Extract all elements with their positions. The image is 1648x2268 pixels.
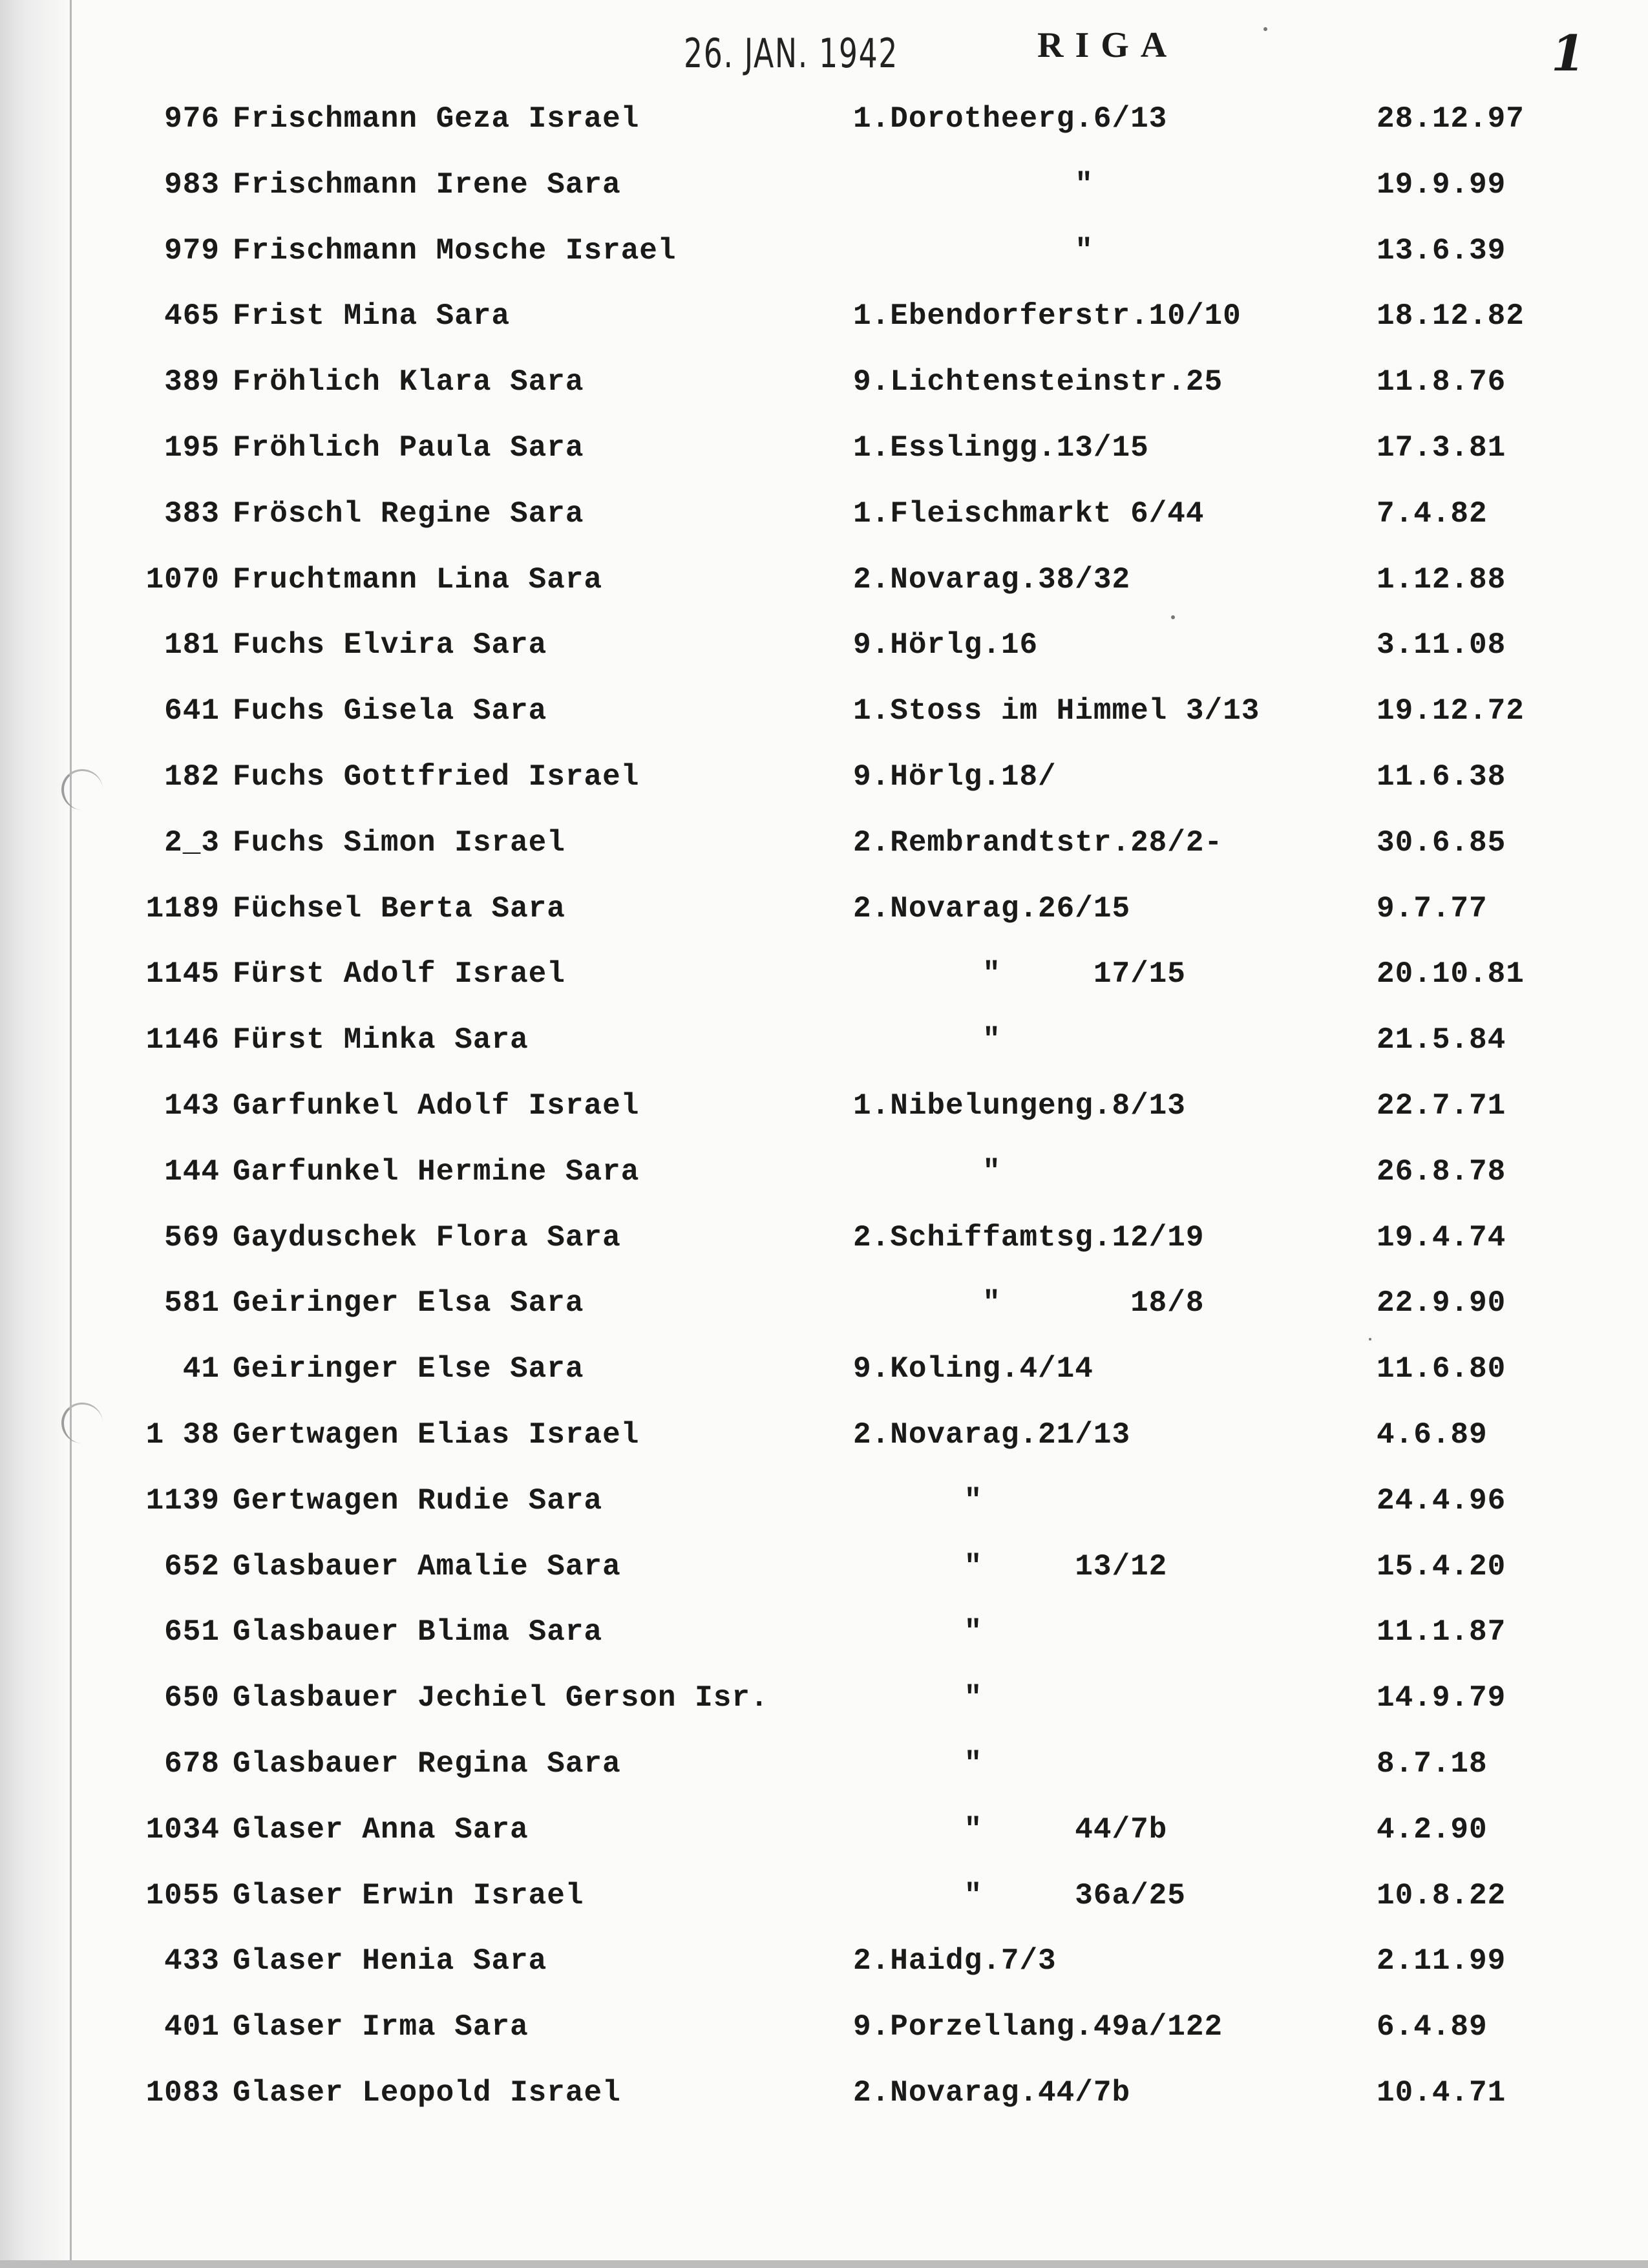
list-row	[0, 1801, 1648, 1867]
person-name: Geiringer Elsa Sara	[233, 1286, 584, 1320]
address: 2.Novarag.21/13	[853, 1417, 1131, 1452]
entry-number: 678	[164, 1746, 220, 1781]
address: " 36a/25	[853, 1878, 1186, 1913]
birth-date: 6.4.89	[1377, 2010, 1488, 2044]
entry-number: 2_3	[164, 825, 220, 860]
birth-date: 8.7.18	[1377, 1746, 1488, 1781]
person-name: Fuchs Elvira Sara	[233, 628, 547, 662]
date-stamp: 26. JAN. 1942	[684, 30, 899, 77]
scan-speck	[1263, 27, 1267, 31]
person-name: Garfunkel Adolf Israel	[233, 1088, 640, 1123]
birth-date: 10.4.71	[1377, 2075, 1506, 2110]
address: 1.Fleischmarkt 6/44	[853, 496, 1205, 531]
list-row	[0, 1735, 1648, 1801]
address: 2.Novarag.44/7b	[853, 2075, 1131, 2110]
person-name: Gertwagen Elias Israel	[233, 1417, 640, 1452]
document-header	[0, 25, 1648, 83]
address: 1.Esslingg.13/15	[853, 430, 1149, 465]
entry-number: 1189	[145, 891, 220, 926]
entry-number: 976	[164, 102, 220, 136]
entry-number: 182	[164, 759, 220, 794]
entry-number: 652	[164, 1549, 220, 1584]
list-row	[0, 1669, 1648, 1735]
person-name: Gayduschek Flora Sara	[233, 1220, 621, 1255]
person-name: Füchsel Berta Sara	[233, 891, 565, 926]
person-name: Fuchs Gottfried Israel	[233, 759, 640, 794]
person-name: Fuchs Simon Israel	[233, 825, 565, 860]
page-number: 1	[1551, 25, 1585, 82]
address: 1.Ebendorferstr.10/10	[853, 299, 1241, 334]
address: " 17/15	[853, 957, 1186, 991]
birth-date: 19.12.72	[1377, 694, 1525, 728]
list-row	[0, 1077, 1648, 1143]
list-row	[0, 1143, 1648, 1209]
person-name: Glasbauer Jechiel Gerson Isr.	[233, 1681, 769, 1715]
person-name: Glasbauer Blima Sara	[233, 1615, 603, 1649]
person-name: Glasbauer Regina Sara	[233, 1746, 621, 1781]
address: "	[853, 1023, 1001, 1057]
birth-date: 22.7.71	[1377, 1088, 1506, 1123]
address: 9.Koling.4/14	[853, 1352, 1093, 1386]
entry-number: 143	[164, 1088, 220, 1123]
person-name: Fröschl Regine Sara	[233, 496, 584, 531]
person-name: Gertwagen Rudie Sara	[233, 1483, 603, 1518]
birth-date: 22.9.90	[1377, 1286, 1506, 1320]
list-row	[0, 90, 1648, 156]
address: 2.Novarag.38/32	[853, 562, 1131, 597]
person-name: Glaser Erwin Israel	[233, 1878, 584, 1913]
scan-bottom-edge	[0, 2260, 1648, 2268]
person-name: Fürst Adolf Israel	[233, 957, 565, 991]
entry-number: 1070	[145, 562, 220, 597]
list-row	[0, 1341, 1648, 1406]
birth-date: 17.3.81	[1377, 430, 1506, 465]
birth-date: 4.2.90	[1377, 1812, 1488, 1847]
list-row	[0, 551, 1648, 617]
address: " 44/7b	[853, 1812, 1168, 1847]
birth-date: 11.6.80	[1377, 1352, 1506, 1386]
entry-number: 195	[164, 430, 220, 465]
person-name: Glaser Anna Sara	[233, 1812, 529, 1847]
person-name: Glaser Irma Sara	[233, 2010, 529, 2044]
person-name: Fröhlich Klara Sara	[233, 365, 584, 399]
person-name: Glaser Henia Sara	[233, 1944, 547, 1978]
address: 1.Nibelungeng.8/13	[853, 1088, 1186, 1123]
list-row	[0, 156, 1648, 222]
address: " 13/12	[853, 1549, 1168, 1584]
birth-date: 14.9.79	[1377, 1681, 1506, 1715]
deportation-list	[0, 90, 1648, 2130]
person-name: Frist Mina Sara	[233, 299, 511, 334]
list-row	[0, 617, 1648, 683]
list-row	[0, 1275, 1648, 1341]
birth-date: 7.4.82	[1377, 496, 1488, 531]
person-name: Fruchtmann Lina Sara	[233, 562, 603, 597]
person-name: Glaser Leopold Israel	[233, 2075, 621, 2110]
address: 9.Porzellang.49a/122	[853, 2010, 1223, 2044]
birth-date: 11.6.38	[1377, 759, 1506, 794]
entry-number: 181	[164, 628, 220, 662]
entry-number: 641	[164, 694, 220, 728]
list-row	[0, 419, 1648, 485]
address: " 18/8	[853, 1286, 1205, 1320]
person-name: Garfunkel Hermine Sara	[233, 1154, 640, 1189]
list-row	[0, 1012, 1648, 1077]
address: 9.Hörlg.18/	[853, 759, 1057, 794]
birth-date: 18.12.82	[1377, 299, 1525, 334]
entry-number: 983	[164, 167, 220, 202]
entry-number: 581	[164, 1286, 220, 1320]
entry-number: 1146	[145, 1023, 220, 1057]
entry-number: 1 38	[145, 1417, 220, 1452]
list-row	[0, 1867, 1648, 1933]
birth-date: 24.4.96	[1377, 1483, 1506, 1518]
birth-date: 19.4.74	[1377, 1220, 1506, 1255]
address: "	[853, 1154, 1001, 1189]
entry-number: 979	[164, 233, 220, 268]
person-name: Frischmann Geza Israel	[233, 102, 640, 136]
scan-speck	[1171, 615, 1175, 619]
entry-number: 383	[164, 496, 220, 531]
list-row	[0, 880, 1648, 946]
list-row	[0, 1933, 1648, 1998]
list-row	[0, 946, 1648, 1012]
birth-date: 3.11.08	[1377, 628, 1506, 662]
list-row	[0, 1538, 1648, 1604]
address: "	[853, 1746, 983, 1781]
person-name: Fuchs Gisela Sara	[233, 694, 547, 728]
birth-date: 21.5.84	[1377, 1023, 1506, 1057]
address: 1.Dorotheerg.6/13	[853, 102, 1168, 136]
address: "	[853, 233, 1093, 268]
birth-date: 9.7.77	[1377, 891, 1488, 926]
birth-date: 10.8.22	[1377, 1878, 1506, 1913]
entry-number: 465	[164, 299, 220, 334]
birth-date: 28.12.97	[1377, 102, 1525, 136]
address: 9.Hörlg.16	[853, 628, 1039, 662]
list-row	[0, 288, 1648, 354]
destination-title: RIGA	[1037, 25, 1179, 65]
person-name: Glasbauer Amalie Sara	[233, 1549, 621, 1584]
entry-number: 1034	[145, 1812, 220, 1847]
address: 1.Stoss im Himmel 3/13	[853, 694, 1260, 728]
person-name: Fröhlich Paula Sara	[233, 430, 584, 465]
birth-date: 11.8.76	[1377, 365, 1506, 399]
entry-number: 651	[164, 1615, 220, 1649]
entry-number: 1055	[145, 1878, 220, 1913]
person-name: Frischmann Irene Sara	[233, 167, 621, 202]
list-row	[0, 1472, 1648, 1538]
entry-number: 433	[164, 1944, 220, 1978]
list-row	[0, 222, 1648, 288]
entry-number: 569	[164, 1220, 220, 1255]
person-name: Geiringer Else Sara	[233, 1352, 584, 1386]
entry-number: 1139	[145, 1483, 220, 1518]
birth-date: 30.6.85	[1377, 825, 1506, 860]
entry-number: 144	[164, 1154, 220, 1189]
birth-date: 4.6.89	[1377, 1417, 1488, 1452]
list-row	[0, 1209, 1648, 1275]
address: "	[853, 1681, 983, 1715]
birth-date: 2.11.99	[1377, 1944, 1506, 1978]
list-row	[0, 485, 1648, 551]
birth-date: 13.6.39	[1377, 233, 1506, 268]
birth-date: 19.9.99	[1377, 167, 1506, 202]
list-row	[0, 1406, 1648, 1472]
entry-number: 1083	[145, 2075, 220, 2110]
birth-date: 11.1.87	[1377, 1615, 1506, 1649]
birth-date: 20.10.81	[1377, 957, 1525, 991]
address: "	[853, 1615, 983, 1649]
entry-number: 650	[164, 1681, 220, 1715]
list-row	[0, 683, 1648, 748]
birth-date: 1.12.88	[1377, 562, 1506, 597]
address: 2.Haidg.7/3	[853, 1944, 1057, 1978]
entry-number: 1145	[145, 957, 220, 991]
address: 2.Rembrandtstr.28/2-	[853, 825, 1223, 860]
entry-number: 389	[164, 365, 220, 399]
birth-date: 26.8.78	[1377, 1154, 1506, 1189]
list-row	[0, 1998, 1648, 2064]
person-name: Frischmann Mosche Israel	[233, 233, 677, 268]
list-row	[0, 1604, 1648, 1669]
entry-number: 41	[182, 1352, 220, 1386]
person-name: Fürst Minka Sara	[233, 1023, 529, 1057]
birth-date: 15.4.20	[1377, 1549, 1506, 1584]
address: "	[853, 1483, 983, 1518]
list-row	[0, 354, 1648, 419]
address: 2.Schiffamtsg.12/19	[853, 1220, 1205, 1255]
address: "	[853, 167, 1093, 202]
address: 2.Novarag.26/15	[853, 891, 1131, 926]
list-row	[0, 814, 1648, 880]
scan-speck	[1369, 1338, 1371, 1341]
entry-number: 401	[164, 2010, 220, 2044]
address: 9.Lichtensteinstr.25	[853, 365, 1223, 399]
list-row	[0, 2064, 1648, 2130]
list-row	[0, 748, 1648, 814]
